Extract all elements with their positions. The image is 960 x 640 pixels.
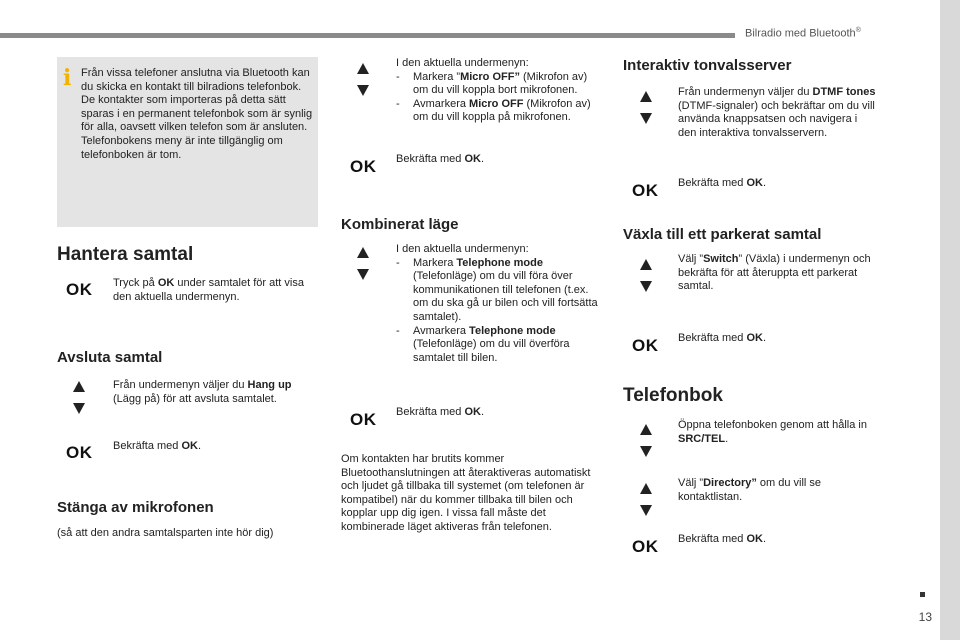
kombinerat-confirm-text: Bekräfta med OK.	[396, 406, 485, 418]
list-item: - Avmarkera Micro OFF (Mikrofon av) om du vill koppla på mikrofonen.	[396, 98, 601, 125]
heading-avsluta-samtal: Avsluta samtal	[57, 349, 163, 366]
running-title	[745, 27, 861, 40]
end-marker-square	[920, 592, 925, 597]
interaktiv-confirm-text: Bekräfta med OK.	[678, 177, 767, 189]
kombinerat-instructions: I den aktuella undermenyn: - Markera Telephone mode (Telefonläge) om du vill föra över kommunikationen till telefonen (t.ex. om du ska gå ur bilen och vill fortsätta samtalet). - Avmarkera Telephone mode (Telefonläge) om du vill överföra samtalet till bilen.	[396, 243, 601, 365]
ok-button-icon: OK	[632, 537, 659, 556]
header-rule	[0, 33, 735, 38]
info-icon: i	[63, 65, 72, 91]
heading-vaxla-parkerat-samtal: Växla till ett parkerat samtal	[623, 226, 822, 243]
info-text	[81, 67, 313, 162]
telefonbok-step2-text: Välj ”Directory” om du vill se kontaktlistan.	[678, 477, 822, 503]
avsluta-step-text: Från undermenyn väljer du Hang up (Lägg på) för att avsluta samtalet.	[113, 379, 292, 405]
heading-interaktiv-tonvalsserver: Interaktiv tonvalsserver	[623, 57, 792, 74]
hantera-text: Tryck på OK under samtalet för att visa den aktuella undermenyn.	[113, 277, 304, 303]
list-item: - Markera ”Micro OFF” (Mikrofon av) om du vill koppla bort mikrofonen.	[396, 71, 601, 98]
page-edge-band	[940, 0, 960, 640]
info-line: Från vissa telefoner anslutna via Bluetooth kan du skicka en kontakt till bilradions telefonbok.	[81, 67, 310, 93]
ok-button-icon: OK	[632, 181, 659, 200]
info-box	[57, 57, 318, 227]
telefonbok-confirm-text: Bekräfta med OK.	[678, 533, 767, 545]
list-item: - Markera Telephone mode (Telefonläge) om du vill föra över kommunikationen till telefonen (t.ex. om du ska gå ur bilen och vill fortsätta samtalet).	[396, 257, 601, 325]
list-item: - Avmarkera Telephone mode (Telefonläge) om du vill överföra samtalet till bilen.	[396, 325, 601, 366]
running-title-text: Bilradio med Bluetooth	[745, 27, 856, 40]
heading-telefonbok: Telefonbok	[623, 385, 723, 406]
stanga-subtitle: (så att den andra samtalsparten inte hör dig)	[57, 527, 274, 539]
info-line: Telefonbokens meny är inte tillgänglig om telefonboken är tom.	[81, 134, 283, 161]
mic-confirm-text: Bekräfta med OK.	[396, 153, 485, 165]
mic-instructions: I den aktuella undermenyn: - Markera ”Micro OFF” (Mikrofon av) om du vill koppla bort mikrofonen. - Avmarkera Micro OFF (Mikrofon av) om du vill koppla på mikrofonen.	[396, 57, 601, 125]
vaxla-text: Välj ”Switch” (Växla) i undermenyn och bekräfta för att återuppta ett parkerat samtal.	[678, 253, 871, 293]
ok-button-icon: OK	[350, 410, 377, 429]
avsluta-confirm-text: Bekräfta med OK.	[113, 440, 202, 452]
interaktiv-text: Från undermenyn väljer du DTMF tones (DTMF-signaler) och bekräftar om du vill använda knappsatsen och navigera i den interaktiva tonvalsservern.	[678, 86, 876, 139]
ok-button-icon: OK	[632, 336, 659, 355]
heading-stanga-av-mikrofonen: Stänga av mikrofonen	[57, 499, 214, 516]
ok-button-icon: OK	[350, 157, 377, 176]
info-line: De kontakter som importeras på detta sätt sparas i en permanent telefonbok som är synlig för alla, oavsett vilken telefon som är ansluten.	[81, 94, 313, 134]
ok-button-icon: OK	[66, 443, 93, 462]
reconnect-note: Om kontakten har brutits kommer Bluetoothanslutningen att återaktiveras automatiskt och ljudet gå tillbaka till systemet (om telefonen är kompatibel) när du kommer tillbaka till bilen och kopplar upp dig igen. I vissa fall måste det kombinerade läget aktiveras från telefonen.	[341, 453, 591, 533]
page-number: 13	[918, 610, 932, 624]
heading-hantera-samtal: Hantera samtal	[57, 244, 194, 265]
telefonbok-step1-text: Öppna telefonboken genom att hålla in SRC/TEL.	[678, 419, 867, 445]
heading-kombinerat-lage: Kombinerat läge	[341, 216, 459, 233]
vaxla-confirm-text: Bekräfta med OK.	[678, 332, 767, 344]
registered-mark: ®	[855, 27, 861, 34]
ok-button-icon: OK	[66, 280, 93, 299]
